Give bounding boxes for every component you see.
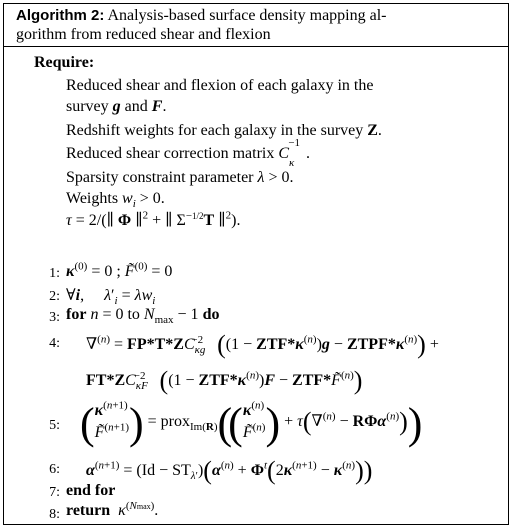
algorithm-caption	[16, 6, 496, 44]
step-number-6: 6:	[49, 462, 60, 477]
require-label: Require:	[34, 54, 95, 71]
step-8: return $\kappa^{(Nmax)}$.	[66, 499, 159, 519]
step-4-line-b: $FT*ZC_{\kappa F}^{-2}$ ($(1 - ZTF*\kappa^{(n)})F$ − ZTF*F̃$^{(n)}$)	[86, 366, 363, 395]
require-line-3: Redshift weights for each galaxy in the survey Z.	[66, 122, 382, 139]
step-2: ∀i, $\lambda'_i = \lambda w_i$	[66, 287, 156, 308]
require-line-2: survey g and F.	[66, 98, 167, 115]
step-number-5: 5:	[49, 418, 60, 433]
algorithm-title-line1: Analysis-based surface density mapping al-	[107, 7, 387, 24]
step-4-line-a: $\nabla^{(n)} = FP*T*ZC_{\kappa g}^{-2}$ ($(1 - ZTF*\kappa^{(n)})g$ − $ZTPF*\kappa^{(n)}$) +	[86, 330, 439, 359]
step-7: end for	[66, 482, 116, 499]
algorithm-title-line2: gorithm from reduced shear and flexion	[16, 26, 271, 43]
require-line-6: Weights $w_i > 0$.	[66, 190, 165, 211]
step-number-7: 7:	[49, 485, 60, 500]
step-6: $\alpha^{(n+1)} = (Id - ST_{\lambda'})(\alpha^{(n)} + \Phi^t(2\kappa^{(n+1)} - \kappa^{(n)}))$	[86, 456, 373, 485]
step-number-8: 8:	[49, 507, 60, 522]
step-3: for n = 0 to $N_{max} - 1$ do	[66, 306, 220, 327]
require-line-4: Reduced shear correction matrix $C_\kappa^{-1}$.	[66, 136, 311, 170]
step-number-1: 1:	[49, 266, 60, 281]
caption-rule	[3, 46, 509, 47]
require-line-7: τ = 2/(∥ Φ ∥$^2$ + ∥ $\Sigma^{-1/2}T$ ∥$^2$).	[66, 209, 241, 229]
step-number-3: 3:	[49, 310, 60, 325]
algorithm-label: Algorithm 2:	[16, 7, 105, 24]
step-1: $\kappa^{(0)} = 0$ ; F̃$^{(0)}$ = 0	[66, 260, 173, 280]
step-5: ($\kappa^{(n+1)}$ F̃$^{(n+1)}$) = $prox_{Im(R)}((\kappa^{(n)}$ F̃$^{(n)}$) + τ(∇$^{(n)}$ − RΦα$^{(n)}$))	[80, 399, 423, 448]
require-line-5: Sparsity constraint parameter λ > 0.	[66, 169, 294, 186]
step-number-4: 4:	[49, 336, 60, 351]
step-number-2: 2:	[49, 289, 60, 304]
require-line-1: Reduced shear and flexion of each galaxy in the	[66, 77, 374, 94]
